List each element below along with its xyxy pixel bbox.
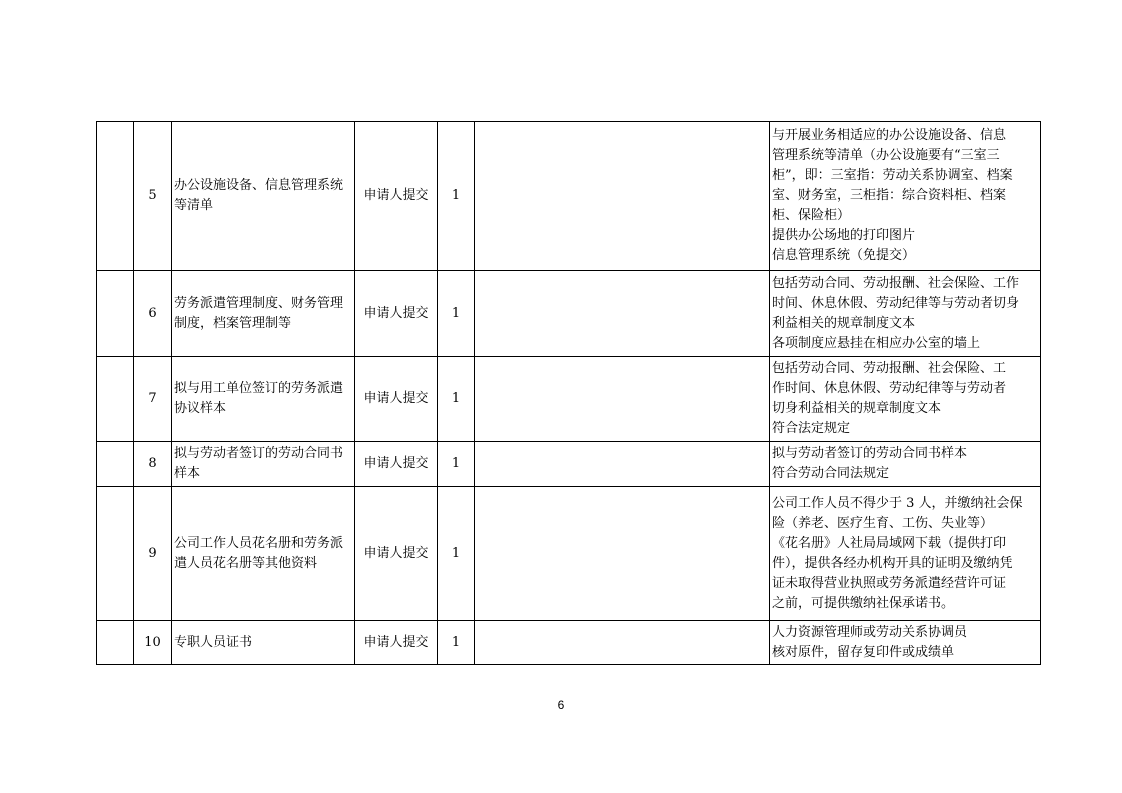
- requirement-line: 切身利益相关的规章制度文本: [772, 401, 942, 416]
- material-source: 申请人提交: [355, 621, 438, 665]
- requirement-line: 包括劳动合同、劳动报酬、社会保险、工作: [772, 275, 1020, 291]
- blank-cell: [97, 357, 134, 442]
- copy-count: 1: [438, 442, 475, 487]
- requirement-line: 柜、保险柜）: [772, 208, 851, 223]
- blank-cell: [97, 487, 134, 621]
- requirement-cell: [770, 621, 1041, 665]
- requirement-line: 利益相关的规章制度文本: [772, 315, 916, 331]
- requirement-line: 公司工作人员不得少于 3 人，并缴纳社会保: [772, 495, 1023, 511]
- row-number: 8: [134, 442, 172, 487]
- copy-count: 1: [438, 271, 475, 357]
- requirement-cell: [770, 487, 1041, 621]
- table-row: [97, 487, 1041, 621]
- material-name: 劳务派遣管理制度、财务管理制度，档案管理制等: [172, 271, 355, 357]
- material-name: 办公设施设备、信息管理系统等清单: [172, 122, 355, 271]
- blank-cell: [97, 122, 134, 271]
- requirement-line: 与开展业务相适应的办公设施设备、信息: [772, 128, 1007, 143]
- requirement-line: 作时间、休息休假、劳动纪律等与劳动者: [772, 381, 1007, 396]
- material-source: 申请人提交: [355, 271, 438, 357]
- blank-cell: [97, 621, 134, 665]
- requirement-line: 之前，可提供缴纳社保承诺书。: [772, 595, 955, 611]
- requirement-line: 《花名册》人社局局域网下载（提供打印: [772, 535, 1007, 551]
- requirement-line: 人力资源管理师或劳动关系协调员: [772, 624, 968, 640]
- material-name: 拟与用工单位签订的劳务派遣协议样本: [172, 357, 355, 442]
- requirement-line: 符合劳动合同法规定: [772, 466, 890, 481]
- requirement-cell: [770, 357, 1041, 442]
- requirement-line: 件），提供各经办机构开具的证明及缴纳凭: [772, 555, 1013, 571]
- copy-count: 1: [438, 621, 475, 665]
- blank-cell: [97, 442, 134, 487]
- requirement-line: 柜”，即：三室指：劳动关系协调室、档案: [772, 168, 1013, 183]
- requirement-cell: [770, 271, 1041, 357]
- requirement-line: 时间、休息休假、劳动纪律等与劳动者切身: [772, 295, 1020, 311]
- requirement-line: 证未取得营业执照或劳务派遣经营许可证: [772, 575, 1007, 591]
- material-name: 拟与劳动者签订的劳动合同书样本: [172, 442, 355, 487]
- table-row: [97, 271, 1041, 357]
- row-number: 10: [134, 621, 172, 665]
- empty-cell: [475, 621, 770, 665]
- row-number: 5: [134, 122, 172, 271]
- requirement-line: 险（养老、医疗生育、工伤、失业等）: [772, 515, 994, 531]
- empty-cell: [475, 271, 770, 357]
- requirement-line: 拟与劳动者签订的劳动合同书样本: [772, 446, 968, 461]
- material-source: 申请人提交: [355, 357, 438, 442]
- table-row: [97, 357, 1041, 442]
- requirement-cell: [770, 442, 1041, 487]
- table-row: [97, 122, 1041, 271]
- table-row: [97, 442, 1041, 487]
- material-source: 申请人提交: [355, 487, 438, 621]
- empty-cell: [475, 122, 770, 271]
- requirement-line: 包括劳动合同、劳动报酬、社会保险、工: [772, 361, 1007, 376]
- requirement-cell: [770, 122, 1041, 271]
- copy-count: 1: [438, 122, 475, 271]
- material-name: 专职人员证书: [172, 621, 355, 665]
- material-source: 申请人提交: [355, 442, 438, 487]
- material-name: 公司工作人员花名册和劳务派遣人员花名册等其他资料: [172, 487, 355, 621]
- requirement-line: 符合法定规定: [772, 421, 851, 436]
- blank-cell: [97, 271, 134, 357]
- empty-cell: [475, 442, 770, 487]
- row-number: 7: [134, 357, 172, 442]
- requirement-line: 核对原件，留存复印件或成绩单: [772, 644, 955, 660]
- material-source: 申请人提交: [355, 122, 438, 271]
- requirement-line: 提供办公场地的打印图片: [772, 228, 916, 243]
- requirement-line: 信息管理系统（免提交）: [772, 248, 916, 263]
- page-number: 6: [557, 698, 565, 712]
- requirement-line: 管理系统等清单（办公设施要有“三室三: [772, 148, 1000, 163]
- empty-cell: [475, 487, 770, 621]
- requirements-table: [96, 121, 1041, 665]
- row-number: 9: [134, 487, 172, 621]
- copy-count: 1: [438, 357, 475, 442]
- table-row: [97, 621, 1041, 665]
- copy-count: 1: [438, 487, 475, 621]
- requirement-line: 各项制度应悬挂在相应办公室的墙上: [772, 335, 981, 351]
- empty-cell: [475, 357, 770, 442]
- row-number: 6: [134, 271, 172, 357]
- requirement-line: 室、财务室，三柜指：综合资料柜、档案: [772, 188, 1007, 203]
